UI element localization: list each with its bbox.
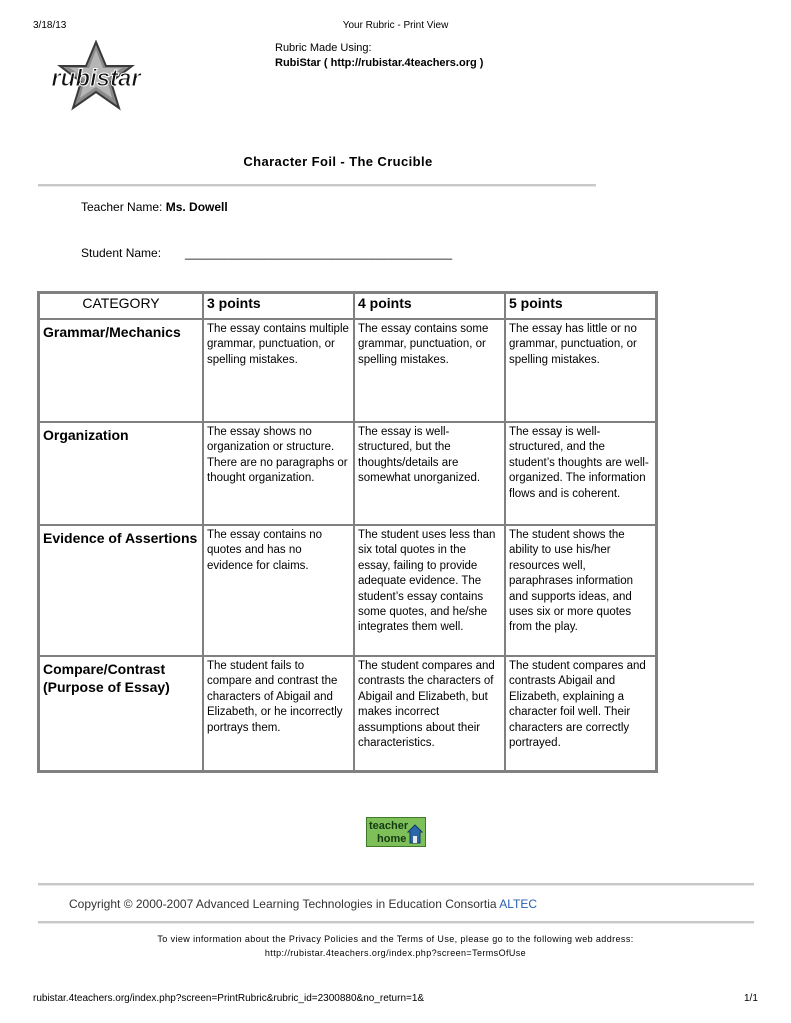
copyright-notice — [69, 897, 537, 911]
print-header-title: Your Rubric - Print View — [342, 20, 449, 31]
table-cell: The essay is well-structured, but the thoughts/details are somewhat unorganized. — [354, 422, 505, 525]
made-using — [275, 41, 483, 71]
rubric-title: Character Foil - The Crucible — [243, 154, 433, 169]
divider — [38, 921, 754, 924]
header-3-points: 3 points — [203, 293, 354, 319]
privacy-notice — [0, 932, 791, 960]
print-footer-page: 1/1 — [744, 993, 758, 1004]
made-using-label: Rubric Made Using: — [275, 42, 372, 54]
logo-wordmark: rubistar — [51, 65, 141, 92]
table-cell: The essay contains some grammar, punctuation, or spelling mistakes. — [354, 319, 505, 422]
teacher-name-label: Teacher Name: — [81, 200, 163, 214]
table-row — [39, 525, 656, 656]
table-cell: The essay shows no organization or structure. There are no paragraphs or thought organization. — [203, 422, 354, 525]
print-date: 3/18/13 — [33, 20, 67, 31]
header-category: CATEGORY — [39, 293, 203, 319]
house-icon — [407, 824, 423, 844]
row-category: Evidence of Assertions — [39, 525, 203, 656]
rubric-header-row — [39, 293, 656, 319]
table-cell: The essay contains no quotes and has no evidence for claims. — [203, 525, 354, 656]
table-cell: The student uses less than six total quotes in the essay, failing to provide adequate evidence. The student’s essay contains some quotes, and he/she integrates them well. — [354, 525, 505, 656]
teacher-home-label-1: teacher — [369, 820, 409, 832]
table-row — [39, 422, 656, 525]
header-4-points: 4 points — [354, 293, 505, 319]
print-footer-url: rubistar.4teachers.org/index.php?screen=PrintRubric&rubric_id=2300880&no_return=1& — [33, 993, 425, 1004]
teacher-name-row — [81, 200, 228, 214]
rubistar-logo[interactable] — [40, 40, 152, 114]
row-category: Grammar/Mechanics — [39, 319, 203, 422]
header-5-points: 5 points — [505, 293, 656, 319]
teacher-name-value: Ms. Dowell — [165, 200, 228, 214]
privacy-text: To view information about the Privacy Policies and the Terms of Use, please go to the following web address: — [157, 934, 634, 944]
table-cell: The essay contains multiple grammar, punctuation, or spelling mistakes. — [203, 319, 354, 422]
table-cell: The essay has little or no grammar, punctuation, or spelling mistakes. — [505, 319, 656, 422]
divider — [38, 883, 754, 886]
rubistar-star-icon — [40, 40, 152, 114]
student-name-row — [81, 246, 452, 260]
divider — [38, 184, 596, 187]
student-name-blank: ________________________________________ — [185, 246, 452, 260]
student-name-label: Student Name: — [81, 246, 162, 260]
table-cell: The student compares and contrasts Abigail and Elizabeth, explaining a character foil well. Their characters are correctly portrayed. — [505, 656, 656, 771]
row-category: Organization — [39, 422, 203, 525]
table-row — [39, 656, 656, 771]
teacher-home-button[interactable] — [366, 817, 426, 847]
teacher-home-label-2: home — [377, 833, 407, 845]
copyright-text: Copyright © 2000-2007 Advanced Learning Technologies in Education Consortia — [69, 897, 497, 911]
table-cell: The essay is well-structured, and the student’s thoughts are well-organized. The information flows and is coherent. — [505, 422, 656, 525]
altec-link[interactable]: ALTEC — [499, 897, 538, 911]
terms-url[interactable]: http://rubistar.4teachers.org/index.php?screen=TermsOfUse — [264, 948, 527, 958]
made-using-link[interactable]: RubiStar ( http://rubistar.4teachers.org ) — [275, 57, 484, 69]
row-category: Compare/Contrast (Purpose of Essay) — [39, 656, 203, 771]
table-cell: The student compares and contrasts the characters of Abigail and Elizabeth, but makes incorrect assumptions about their characteristics. — [354, 656, 505, 771]
table-row — [39, 319, 656, 422]
table-cell: The student fails to compare and contrast the characters of Abigail and Elizabeth, or he incorrectly portrays them. — [203, 656, 354, 771]
rubric-table — [37, 291, 658, 773]
table-cell: The student shows the ability to use his/her resources well, paraphrases information and supports ideas, and uses six or more quotes from the play. — [505, 525, 656, 656]
